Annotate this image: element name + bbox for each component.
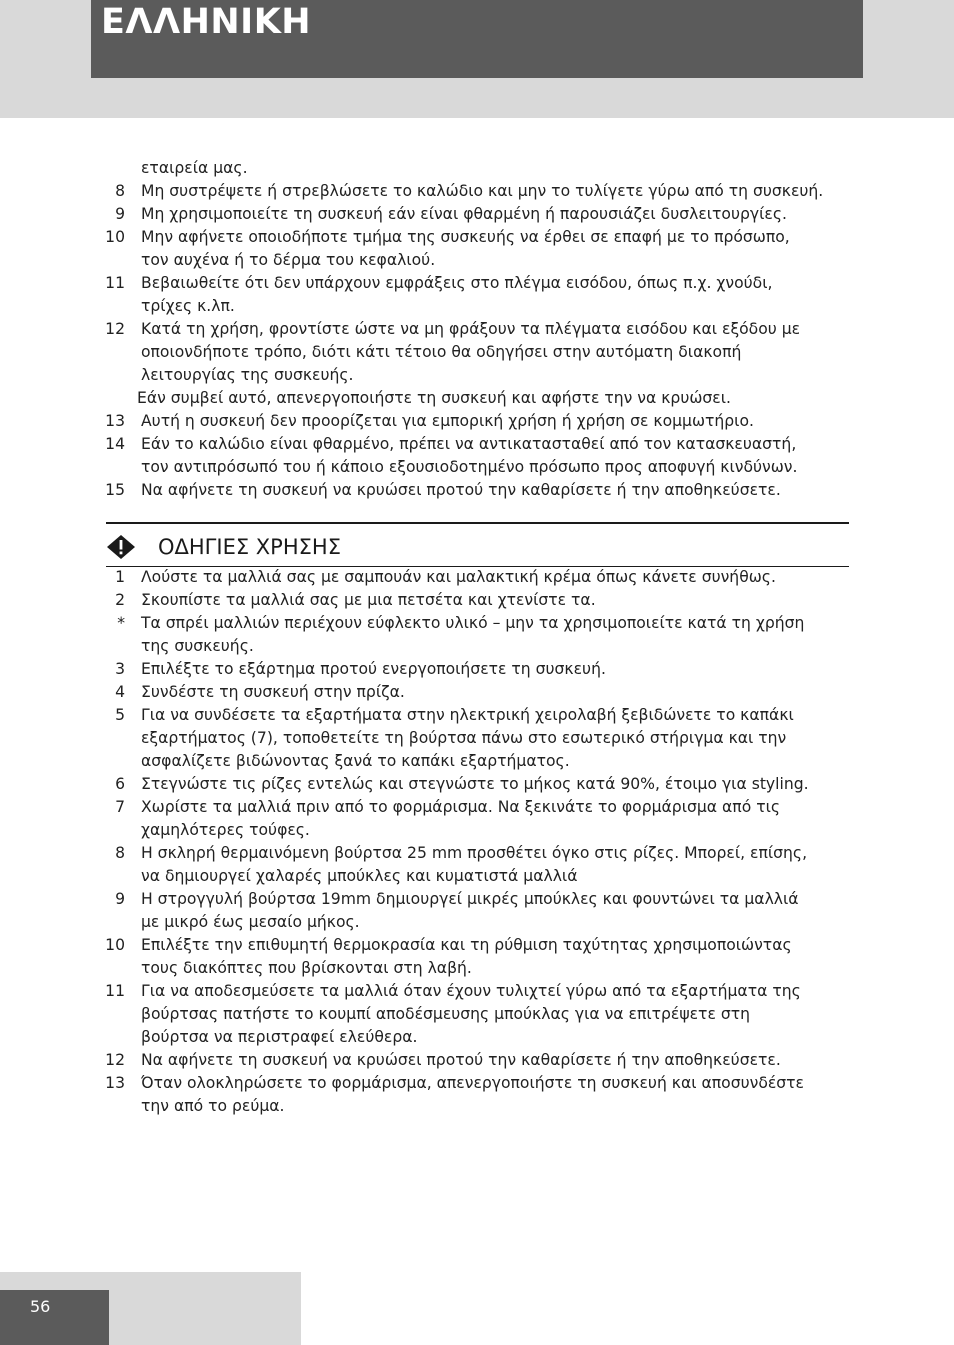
list-item-number: 10 <box>105 228 125 246</box>
list-item-text: Αυτή η συσκευή δεν προορίζεται για εμπορική χρήση ή χρήση σε κομμωτήριο. <box>141 412 754 430</box>
list-item-text: Να αφήνετε τη συσκευή να κρυώσει προτού την καθαρίσετε ή την αποθηκεύσετε. <box>141 1051 781 1069</box>
list-item-number: 9 <box>115 205 125 223</box>
list-item-number: 9 <box>115 890 125 908</box>
list-item-text: της συσκευής. <box>141 637 254 655</box>
list-item-number: 3 <box>115 660 125 678</box>
list-item-number: 11 <box>105 274 125 292</box>
list-item-number: 8 <box>115 844 125 862</box>
list-item-number: 10 <box>105 936 125 954</box>
list-item-number: 2 <box>115 591 125 609</box>
list-item-text: με μικρό έως μεσαίο μήκος. <box>141 913 360 931</box>
page-number-box <box>0 1290 109 1345</box>
list-item-number: 5 <box>115 706 125 724</box>
list-item-number: 11 <box>105 982 125 1000</box>
list-item-text: να δημιουργεί χαλαρές μπούκλες και κυματιστά μαλλιά <box>141 867 578 885</box>
list-item-text: οποιονδήποτε τρόπο, διότι κάτι τέτοιο θα οδηγήσει στην αυτόματη διακοπή <box>141 343 742 361</box>
page-title: ΕΛΛΗΝΙΚΗ <box>101 2 312 42</box>
list-item-text: Βεβαιωθείτε ότι δεν υπάρχουν εμφράξεις στο πλέγμα εισόδου, όπως π.χ. χνούδι, <box>141 274 773 292</box>
list-item-text: Σκουπίστε τα μαλλιά σας με μια πετσέτα και χτενίστε τα. <box>141 591 596 609</box>
list-item-text: την από το ρεύμα. <box>141 1097 285 1115</box>
list-item-text: Μη συστρέψετε ή στρεβλώσετε το καλώδιο και μην το τυλίγετε γύρω από τη συσκευή. <box>141 182 824 200</box>
list-item-number: 15 <box>105 481 125 499</box>
list-item-text: Εάν συμβεί αυτό, απενεργοποιήστε τη συσκευή και αφήστε την να κρυώσει. <box>137 389 731 407</box>
list-item-number: 13 <box>105 412 125 430</box>
list-item-text: τρίχες κ.λπ. <box>141 297 235 315</box>
header-title-box <box>91 0 863 78</box>
list-item-text: τους διακόπτες που βρίσκονται στη λαβή. <box>141 959 472 977</box>
list-item-text: χαμηλότερες τούφες. <box>141 821 310 839</box>
list-item-number: 6 <box>115 775 125 793</box>
list-item-text: βούρτσας πατήστε το κουμπί αποδέσμευσης μπούκλας για να επιτρέψετε στη <box>141 1005 750 1023</box>
list-item-text: εξαρτήματος (7), τοποθετείτε τη βούρτσα πάνω στο εσωτερικό στήριγμα και την <box>141 729 787 747</box>
list-item-text: τον αυχένα ή το δέρμα του κεφαλιού. <box>141 251 436 269</box>
list-item-text: Η στρογγυλή βούρτσα 19mm δημιουργεί μικρές μπούκλες και φουντώνει τα μαλλιά <box>141 890 799 908</box>
list-item-text: Μη χρησιμοποιείτε τη συσκευή εάν είναι φθαρμένη ή παρουσιάζει δυσλειτουργίες. <box>141 205 787 223</box>
list-item-number: 1 <box>115 568 125 586</box>
list-item-text: τον αντιπρόσωπό του ή κάποιο εξουσιοδοτημένο πρόσωπο προς αποφυγή κινδύνων. <box>141 458 798 476</box>
list-item-text: Μην αφήνετε οποιοδήποτε τμήμα της συσκευής να έρθει σε επαφή με το πρόσωπο, <box>141 228 790 246</box>
section-rule-top <box>106 522 849 524</box>
list-item-text: Όταν ολοκληρώσετε το φορμάρισμα, απενεργοποιήστε τη συσκευή και αποσυνδέστε <box>141 1074 804 1092</box>
list-item-text: Για να αποδεσμεύσετε τα μαλλιά όταν έχουν τυλιχτεί γύρω από τα εξαρτήματα της <box>141 982 801 1000</box>
list-item-number: 4 <box>115 683 125 701</box>
list-item-number: 12 <box>105 1051 125 1069</box>
list-item-text: Συνδέστε τη συσκευή στην πρίζα. <box>141 683 405 701</box>
list-item-text: Επιλέξτε την επιθυμητή θερμοκρασία και τη ρύθμιση ταχύτητας χρησιμοποιώντας <box>141 936 792 954</box>
list-item-text: Χωρίστε τα μαλλιά πριν από το φορμάρισμα. Να ξεκινάτε το φορμάρισμα από τις <box>141 798 781 816</box>
list-item-text: Για να συνδέσετε τα εξαρτήματα στην ηλεκτρική χειρολαβή ξεβιδώνετε το καπάκι <box>141 706 794 724</box>
section-heading: ΟΔΗΓΙΕΣ ΧΡΗΣΗΣ <box>158 535 341 559</box>
list-item-number: 7 <box>115 798 125 816</box>
list-item-number: 13 <box>105 1074 125 1092</box>
list-item-number: 14 <box>105 435 125 453</box>
list-item-text: βούρτσα να περιστραφεί ελεύθερα. <box>141 1028 418 1046</box>
list-item-number: * <box>117 614 125 632</box>
list-item-text: Να αφήνετε τη συσκευή να κρυώσει προτού την καθαρίσετε ή την αποθηκεύσετε. <box>141 481 781 499</box>
list-item-number: 8 <box>115 182 125 200</box>
list-item-text: Η σκληρή θερμαινόμενη βούρτσα 25 mm προσθέτει όγκο στις ρίζες. Μπορεί, επίσης, <box>141 844 808 862</box>
list-item-text: λειτουργίας της συσκευής. <box>141 366 354 384</box>
list-item-text: Στεγνώστε τις ρίζες εντελώς και στεγνώστε το μήκος κατά 90%, έτοιμο για styling. <box>141 775 809 793</box>
list-item-text: Επιλέξτε το εξάρτημα προτού ενεργοποιήσετε τη συσκευή. <box>141 660 606 678</box>
list-item-text: ασφαλίζετε βιδώνοντας ξανά το καπάκι εξαρτήματος. <box>141 752 570 770</box>
list-item-text: Τα σπρέι μαλλιών περιέχουν εύφλεκτο υλικό – μην τα χρησιμοποιείτε κατά τη χρήση <box>141 614 805 632</box>
list-item-number: 12 <box>105 320 125 338</box>
warning-icon <box>107 535 135 559</box>
list-item-text: Εάν το καλώδιο είναι φθαρμένο, πρέπει να αντικατασταθεί από τον κατασκευαστή, <box>141 435 797 453</box>
page-number: 56 <box>30 1297 51 1316</box>
list-item-text: Λούστε τα μαλλιά σας με σαμπουάν και μαλακτική κρέμα όπως κάνετε συνήθως. <box>141 568 776 586</box>
list-item-text: Κατά τη χρήση, φροντίστε ώστε να μη φράξουν τα πλέγματα εισόδου και εξόδου με <box>141 320 801 338</box>
list-item-text: εταιρεία μας. <box>141 159 248 177</box>
